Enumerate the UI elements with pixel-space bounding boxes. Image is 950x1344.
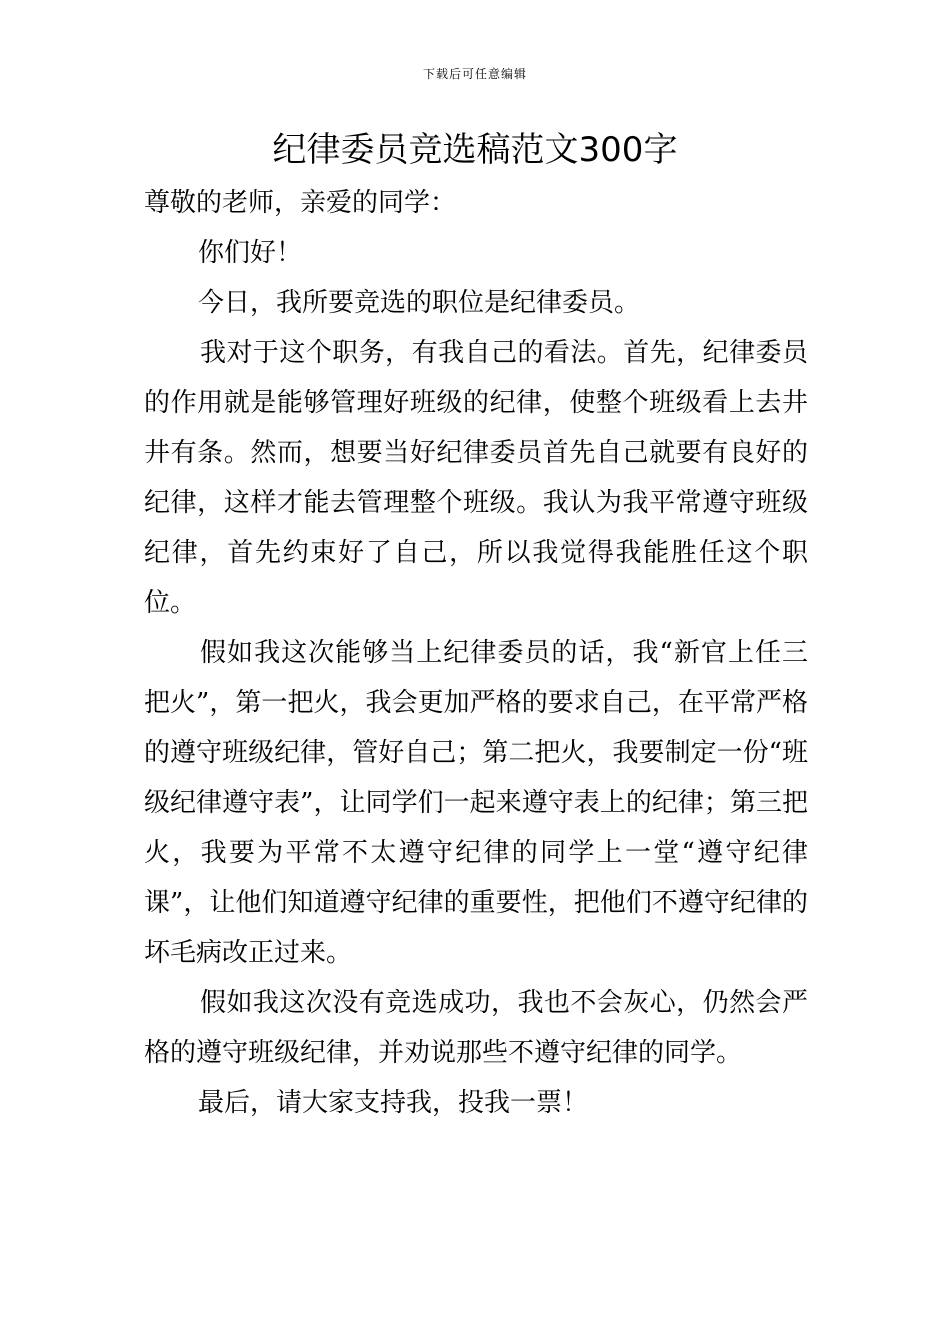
salutation: 尊敬的老师，亲爱的同学： <box>144 188 457 218</box>
document-body <box>144 178 808 1128</box>
paragraph-fallback: 假如我这次没有竞选成功，我也不会灰心，仍然会严格的遵守班级纪律，并劝说那些不遵守纪律的同学。 <box>144 988 808 1068</box>
paragraph-plan: 假如我这次能够当上纪律委员的话，我“新官上任三把火”，第一把火，我会更加严格的要求自己，在平常严格的遵守班级纪律，管好自己；第二把火，我要制定一份“班级纪律遵守表”，让同学们一起来遵守表上的纪律；第三把火，我要为平常不太遵守纪律的同学上一堂“遵守纪律课”，让他们知道遵守纪律的重要性，把他们不遵守纪律的坏毛病改正过来。 <box>144 638 808 968</box>
paragraph-closing: 最后，请大家支持我，投我一票！ <box>198 1088 589 1118</box>
paragraph-greeting: 你们好！ <box>198 238 303 268</box>
header-note: 下载后可任意编辑 <box>422 67 527 81</box>
paragraph-position: 今日，我所要竞选的职位是纪律委员。 <box>198 288 641 318</box>
document-title: 纪律委员竞选稿范文300字 <box>272 130 678 170</box>
paragraph-view: 我对于这个职务，有我自己的看法。首先，纪律委员的作用就是能够管理好班级的纪律，使整个班级看上去井井有条。然而，想要当好纪律委员首先自己就要有良好的纪律，这样才能去管理整个班级。我认为我平常遵守班级纪律，首先约束好了自己，所以我觉得我能胜任这个职位。 <box>144 338 808 618</box>
